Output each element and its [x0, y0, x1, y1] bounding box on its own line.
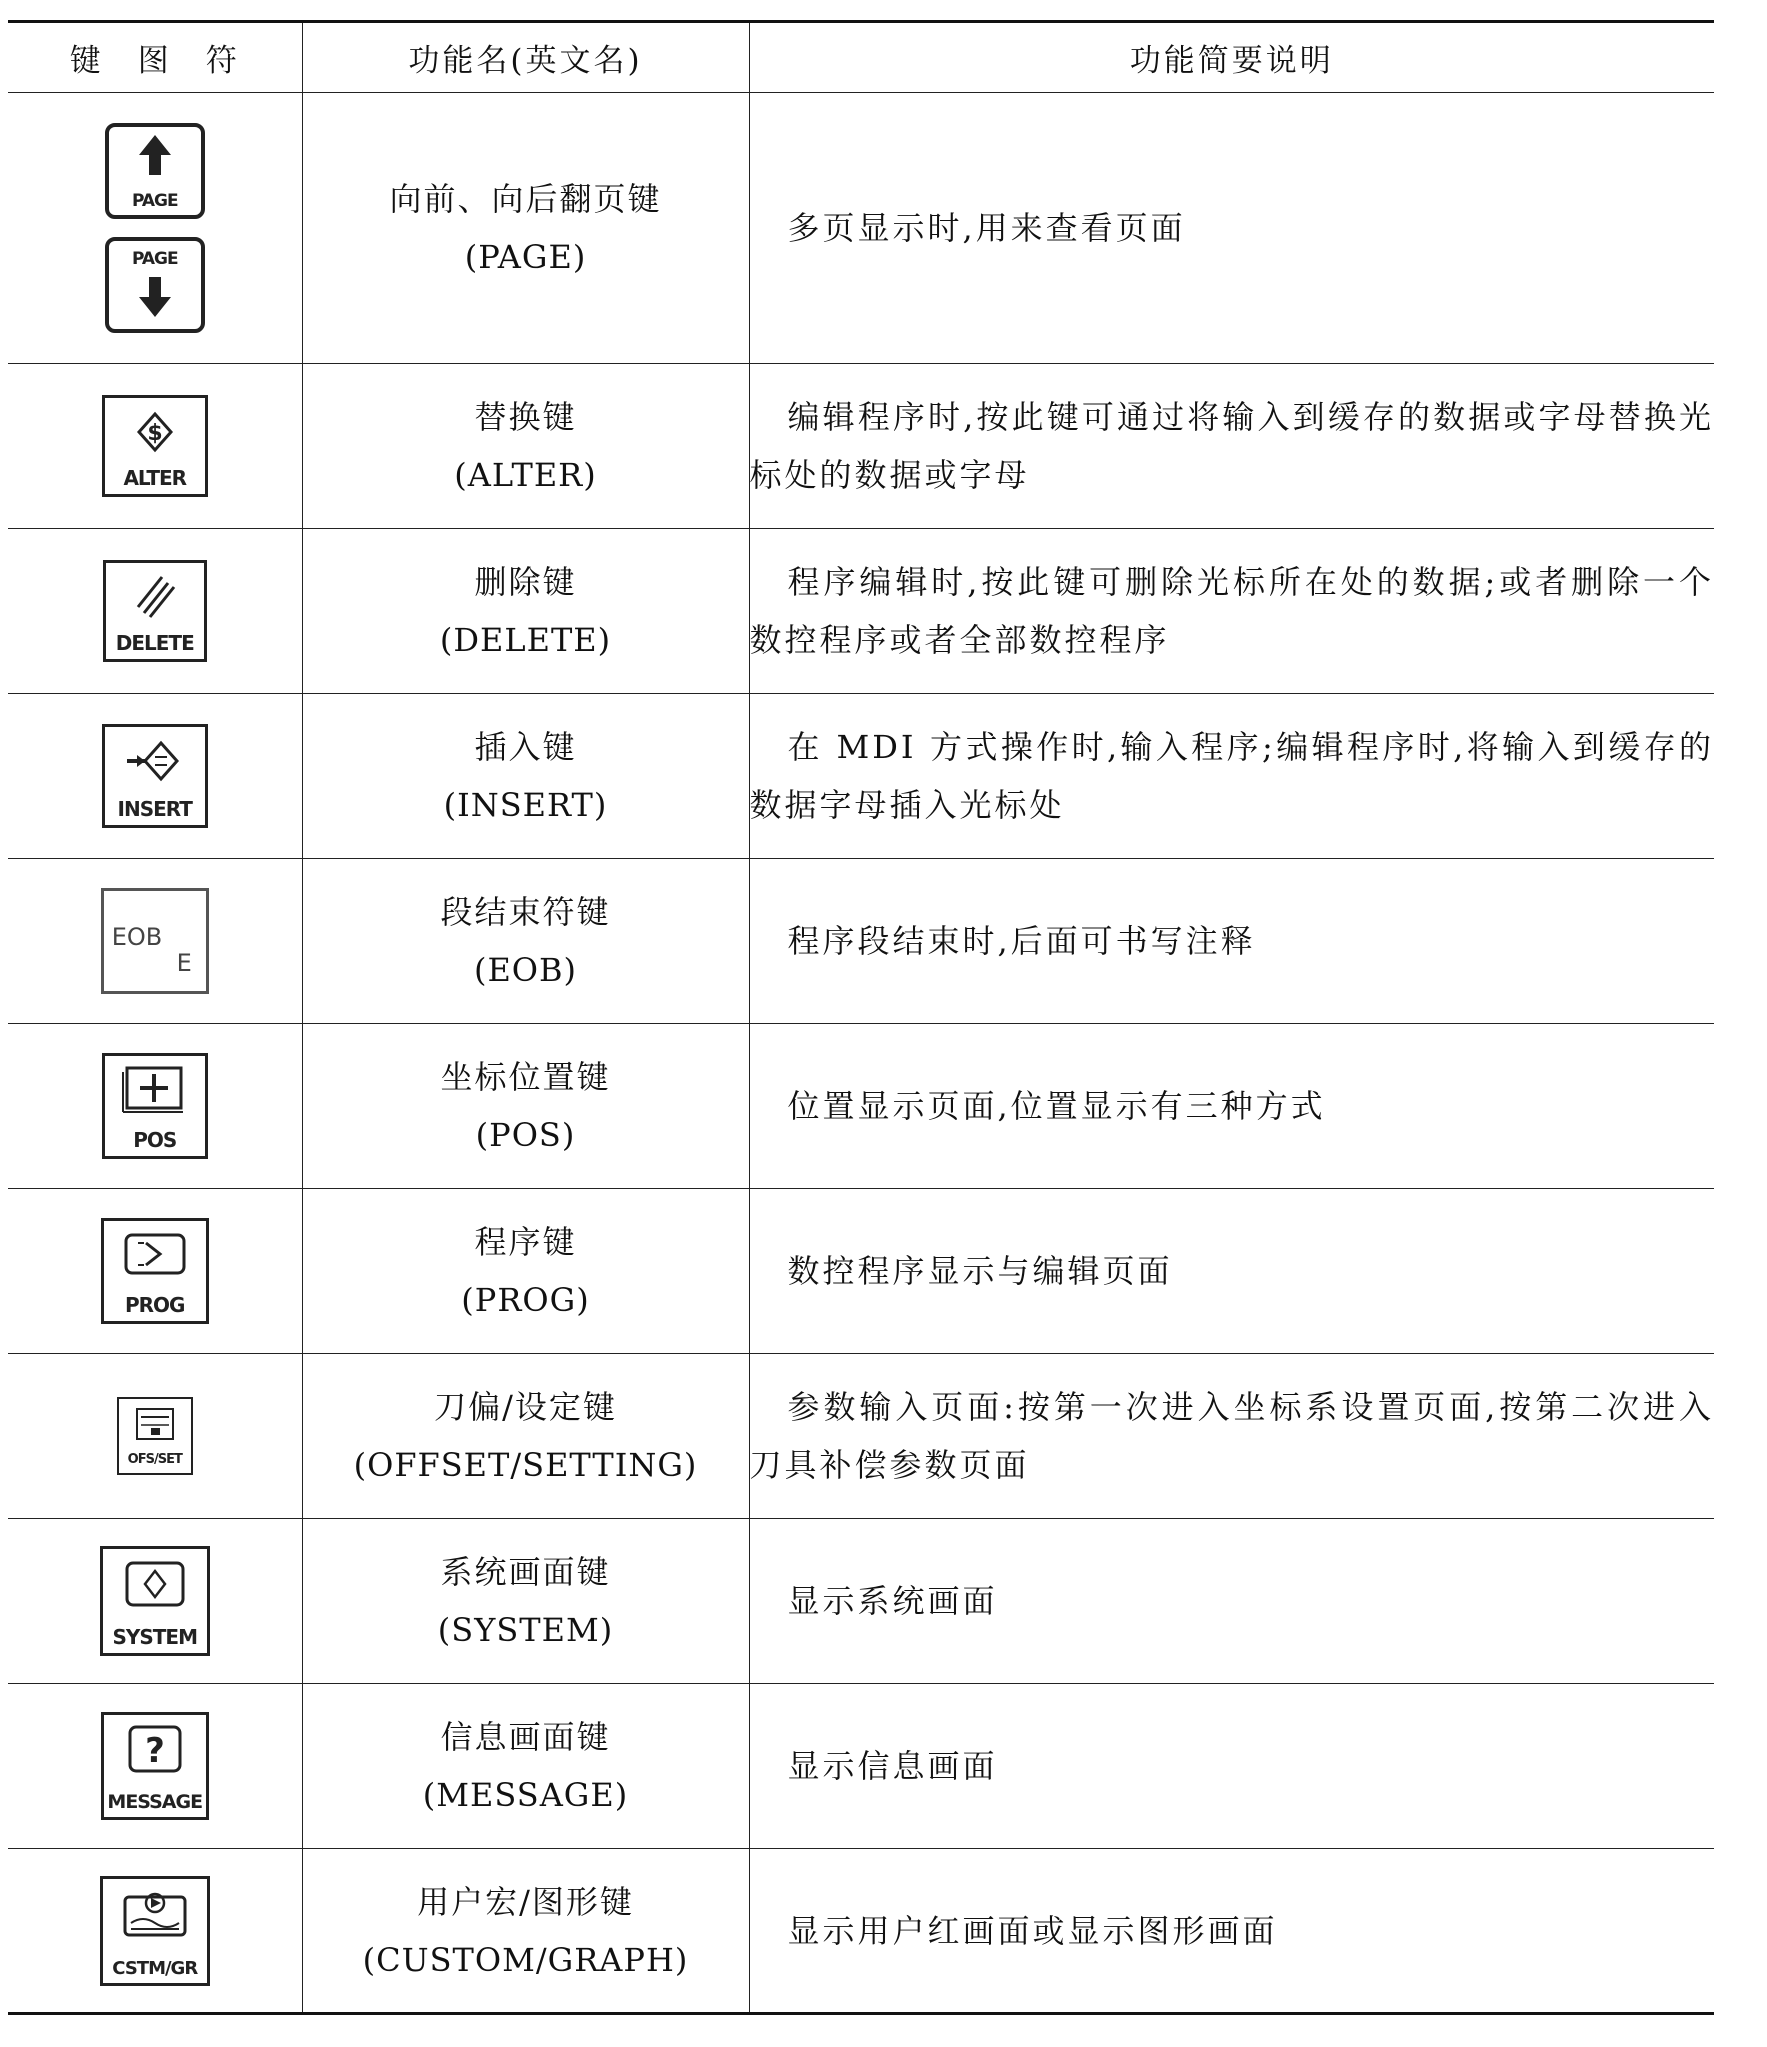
message-icon [101, 1712, 209, 1820]
key-symbol-cell [8, 1024, 302, 1189]
function-name-cell [302, 1849, 749, 2014]
key-symbol-cell [8, 1849, 302, 2014]
function-name-cell [302, 364, 749, 529]
desc-text: 编辑程序时,按此键可通过将输入到缓存的数据或字母替换光标处的数据或字母 [749, 398, 1714, 494]
function-desc-cell [749, 529, 1714, 694]
page-down-key [105, 237, 205, 333]
table-row [8, 364, 1714, 529]
function-name-cell [302, 1684, 749, 1849]
name-en: (PROG) [461, 1281, 590, 1319]
name-en: (DELETE) [439, 621, 612, 659]
delete-icon [103, 560, 207, 662]
function-name-cell [302, 1189, 749, 1354]
name-cn: 向前、向后翻页键 [389, 180, 662, 218]
name-cn: 坐标位置键 [440, 1058, 611, 1096]
key-symbol-cell [8, 1354, 302, 1519]
table-row [8, 1519, 1714, 1684]
header-key-symbol: 键 图 符 [8, 22, 302, 93]
function-name-cell [302, 859, 749, 1024]
key-label: SYSTEM [112, 1625, 197, 1649]
key-label: OFS/SET [127, 1452, 182, 1467]
key-symbol-cell [8, 93, 302, 364]
key-symbol-cell [8, 694, 302, 859]
key-label: PROG [125, 1293, 185, 1317]
desc-text: 显示系统画面 [787, 1582, 998, 1620]
name-en: (PAGE) [464, 238, 587, 276]
offset-setting-icon [117, 1397, 193, 1475]
insert-icon [102, 724, 208, 828]
svg-text:$: $ [147, 421, 163, 446]
name-cn: 刀偏/设定键 [434, 1388, 617, 1426]
function-name-cell [302, 529, 749, 694]
desc-text: 在 MDI 方式操作时,输入程序;编辑程序时,将输入到缓存的数据字母插入光标处 [749, 728, 1714, 824]
name-en: (INSERT) [443, 786, 608, 824]
desc-text: 程序编辑时,按此键可删除光标所在处的数据;或者删除一个数控程序或者全部数控程序 [749, 563, 1714, 659]
function-desc-cell [749, 859, 1714, 1024]
pos-icon [102, 1053, 208, 1159]
desc-text: 程序段结束时,后面可书写注释 [787, 922, 1256, 960]
function-name-cell [302, 93, 749, 364]
name-cn: 程序键 [474, 1223, 577, 1261]
function-desc-cell [749, 1189, 1714, 1354]
function-desc-cell [749, 1519, 1714, 1684]
key-symbol-cell [8, 1189, 302, 1354]
function-name-cell [302, 1354, 749, 1519]
key-symbol-cell [8, 859, 302, 1024]
desc-text: 参数输入页面:按第一次进入坐标系设置页面,按第二次进入刀具补偿参数页面 [749, 1388, 1714, 1484]
name-cn: 系统画面键 [440, 1553, 611, 1591]
key-label: POS [133, 1128, 177, 1152]
key-label: INSERT [117, 797, 192, 821]
name-cn: 信息画面键 [440, 1718, 611, 1756]
function-desc-cell [749, 93, 1714, 364]
table-row [8, 1849, 1714, 2014]
key-label: PAGE [131, 191, 178, 211]
prog-icon [101, 1218, 209, 1324]
arrow-up-icon [109, 127, 201, 187]
key-label: DELETE [115, 631, 194, 655]
name-en: (CUSTOM/GRAPH) [362, 1940, 689, 1979]
table-row [8, 1684, 1714, 1849]
desc-text: 位置显示页面,位置显示有三种方式 [787, 1087, 1326, 1125]
name-en: (POS) [475, 1116, 576, 1154]
key-symbol-cell [8, 1684, 302, 1849]
function-name-cell [302, 1519, 749, 1684]
svg-text:?: ? [144, 1731, 165, 1771]
table-row [8, 529, 1714, 694]
function-desc-cell [749, 1849, 1714, 2014]
table-row [8, 93, 1714, 364]
table-header-row [8, 22, 1714, 93]
key-sub-label: E [176, 949, 192, 977]
eob-icon [101, 888, 209, 994]
function-desc-cell [749, 1354, 1714, 1519]
table-row [8, 1354, 1714, 1519]
table-row [8, 1189, 1714, 1354]
name-cn: 替换键 [474, 398, 577, 436]
page-up-down-icon [105, 123, 205, 333]
page [8, 20, 1714, 2015]
key-symbol-cell [8, 1519, 302, 1684]
function-desc-cell [749, 1024, 1714, 1189]
table-row [8, 1024, 1714, 1189]
function-name-cell [302, 694, 749, 859]
key-label: EOB [111, 923, 163, 951]
name-cn: 删除键 [474, 563, 577, 601]
desc-text: 数控程序显示与编辑页面 [787, 1252, 1173, 1290]
alter-icon [102, 395, 208, 497]
name-en: (EOB) [473, 951, 578, 989]
name-cn: 段结束符键 [440, 893, 611, 931]
table-row [8, 694, 1714, 859]
function-key-table [8, 20, 1714, 2015]
function-desc-cell [749, 694, 1714, 859]
header-function-desc: 功能简要说明 [749, 22, 1714, 93]
key-label: MESSAGE [107, 1791, 203, 1813]
system-icon [100, 1546, 210, 1656]
name-en: (SYSTEM) [437, 1611, 614, 1649]
name-en: (MESSAGE) [422, 1776, 629, 1814]
custom-graph-icon [100, 1876, 210, 1986]
name-en: (OFFSET/SETTING) [353, 1446, 698, 1484]
key-symbol-cell [8, 529, 302, 694]
key-label: ALTER [123, 466, 187, 490]
desc-text: 多页显示时,用来查看页面 [787, 209, 1186, 247]
header-function-name: 功能名(英文名) [302, 22, 749, 93]
desc-text: 显示用户红画面或显示图形画面 [787, 1911, 1278, 1950]
name-cn: 插入键 [474, 728, 577, 766]
function-desc-cell [749, 364, 1714, 529]
table-row [8, 859, 1714, 1024]
function-desc-cell [749, 1684, 1714, 1849]
key-label: CSTM/GR [112, 1957, 198, 1979]
page-up-key [105, 123, 205, 219]
desc-text: 显示信息画面 [787, 1747, 998, 1785]
key-symbol-cell [8, 364, 302, 529]
function-name-cell [302, 1024, 749, 1189]
key-label: PAGE [131, 249, 178, 269]
name-en: (ALTER) [454, 456, 597, 494]
name-cn: 用户宏/图形键 [417, 1882, 634, 1921]
